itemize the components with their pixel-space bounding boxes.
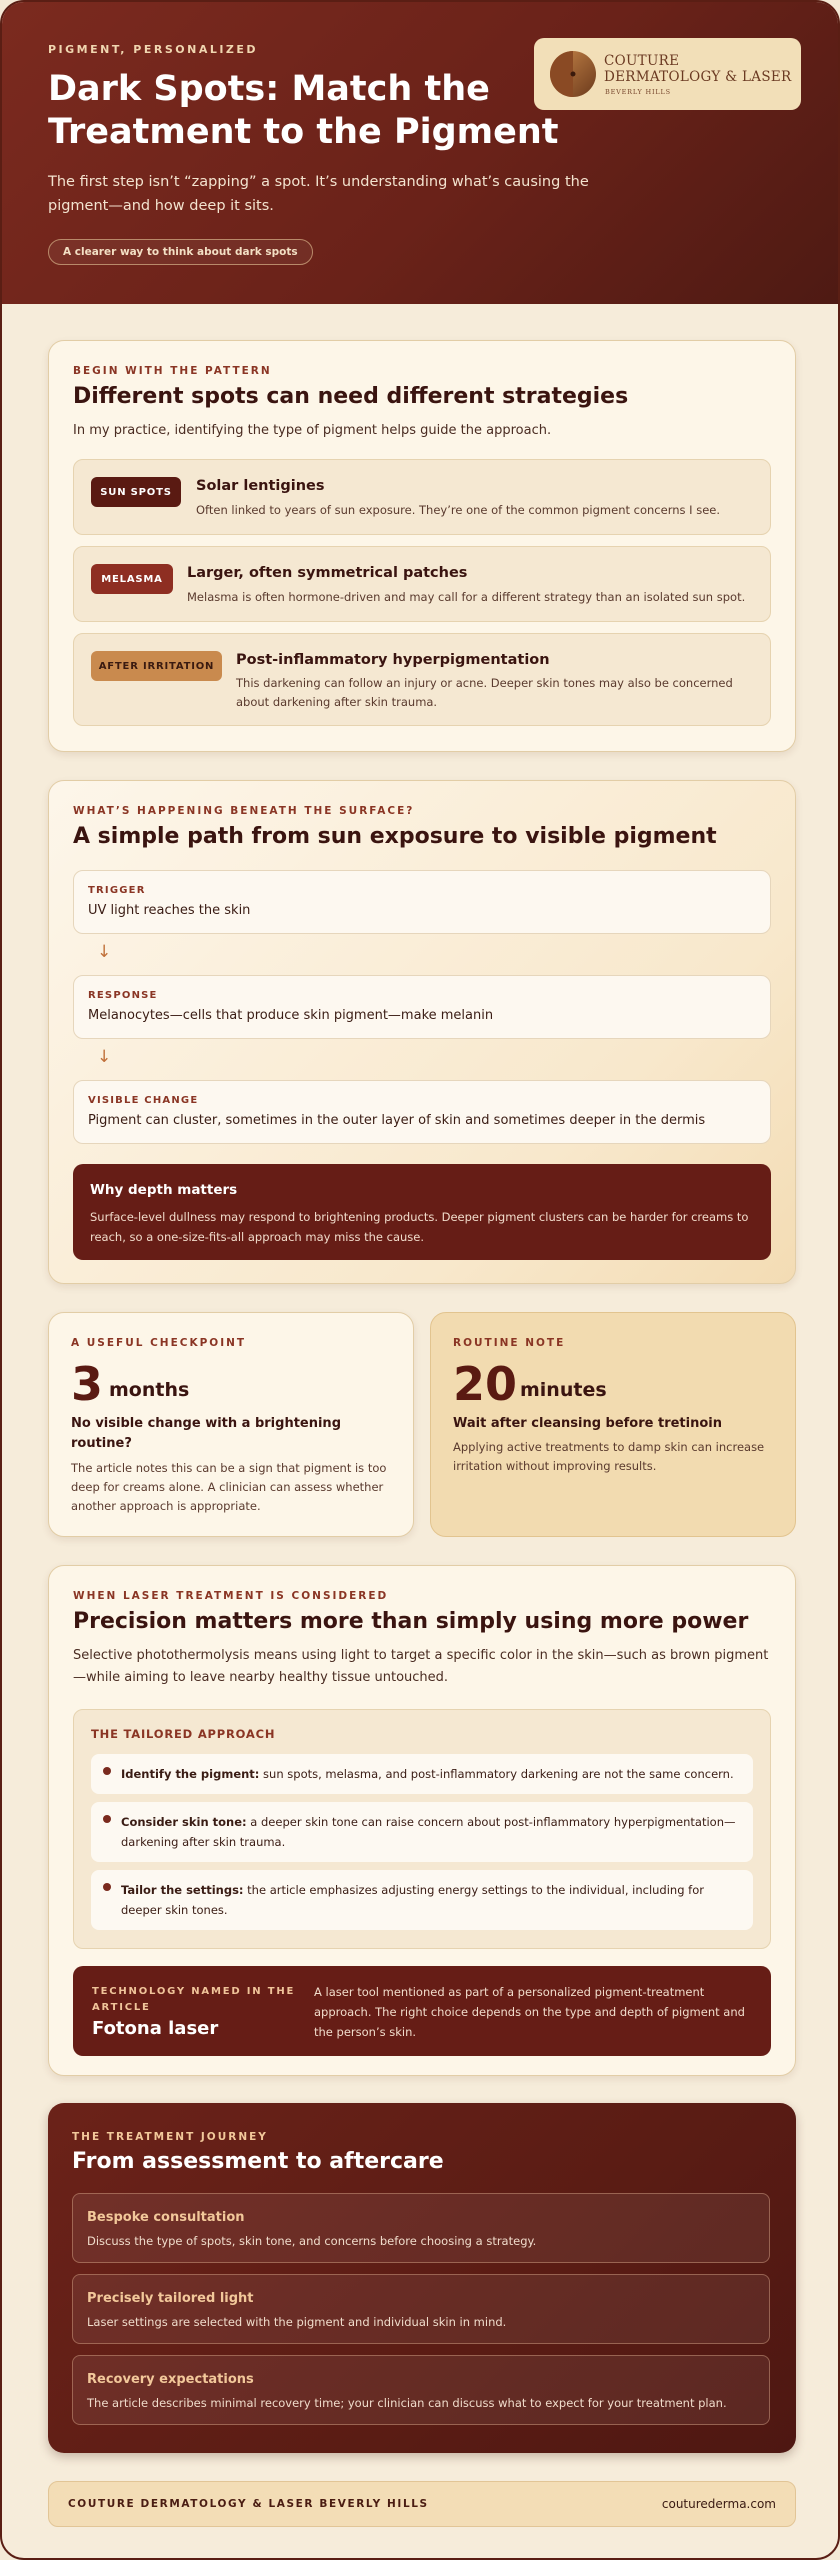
- pattern-row-title: Post-inflammatory hyperpigmentation: [236, 652, 550, 668]
- pattern-row-desc: Often linked to years of sun exposure. They’re one of the common pigment concerns I see.: [196, 503, 721, 517]
- laser-card: [48, 1565, 796, 2076]
- routine-heading: Wait after cleansing before tretinoin: [453, 1416, 723, 1431]
- pattern-row-sun-spots: [73, 459, 771, 535]
- pattern-tag: SUN SPOTS: [91, 477, 181, 507]
- technology-callout: [73, 1966, 771, 2056]
- logo-mark-icon: [548, 48, 598, 100]
- logo-text-line1: COUTURE: [604, 53, 680, 69]
- step-label: VISIBLE CHANGE: [88, 1095, 199, 1106]
- clinic-logo: [534, 38, 801, 110]
- page-title: Dark Spots: Match the Treatment to the Pigment: [48, 69, 559, 152]
- pattern-row-desc: This darkening can follow an injury or acne. Deeper skin tones may also be concerned about darkening after skin trauma.: [236, 676, 733, 709]
- approach-item: [91, 1802, 753, 1862]
- checkpoint-body: The article notes this can be a sign that pigment is too deep for creams alone. A clinician can assess whether another approach is appropriate.: [71, 1461, 387, 1513]
- hero-pill: A clearer way to think about dark spots: [48, 239, 313, 265]
- approach-item-text: a deeper skin tone can raise concern about post-inflammatory hyperpigmentation—darkening after skin trauma.: [121, 1815, 736, 1849]
- pattern-row-after-irritation: [73, 633, 771, 726]
- step-text: Melanocytes—cells that produce skin pigment—make melanin: [88, 1008, 494, 1023]
- approach-title: THE TAILORED APPROACH: [91, 1727, 276, 1741]
- approach-item-text: sun spots, melasma, and post-inflammatory darkening are not the same concern.: [259, 1767, 734, 1781]
- journey-step-title: Precisely tailored light: [87, 2291, 254, 2306]
- path-title: A simple path from sun exposure to visible pigment: [73, 824, 717, 849]
- bullet-dot-icon: [103, 1767, 111, 1775]
- path-step-response: [73, 975, 771, 1039]
- routine-body: Applying active treatments to damp skin can increase irritation without improving results.: [453, 1440, 765, 1473]
- tech-description: A laser tool mentioned as part of a personalized pigment-treatment approach. The right choice depends on the type and depth of pigment and the person’s skin.: [314, 1985, 745, 2039]
- down-arrow-icon: ↓: [97, 1047, 112, 1067]
- laser-title: Precision matters more than simply using more power: [73, 1609, 749, 1634]
- depth-callout: [73, 1164, 771, 1260]
- footer: [48, 2481, 796, 2527]
- routine-unit: minutes: [520, 1379, 607, 1401]
- journey-step-title: Bespoke consultation: [87, 2210, 245, 2225]
- pattern-title: Different spots can need different strategies: [73, 384, 629, 409]
- step-text: UV light reaches the skin: [88, 903, 251, 918]
- path-eyebrow: WHAT’S HAPPENING BENEATH THE SURFACE?: [73, 805, 415, 817]
- journey-step: [72, 2274, 770, 2344]
- journey-step-desc: The article describes minimal recovery time; your clinician can discuss what to expect for your treatment plan.: [87, 2396, 727, 2410]
- step-text: Pigment can cluster, sometimes in the outer layer of skin and sometimes deeper in the dermis: [88, 1113, 706, 1128]
- journey-step-title: Recovery expectations: [87, 2372, 254, 2387]
- treatment-journey-card: [48, 2103, 796, 2453]
- depth-text: Surface-level dullness may respond to brightening products. Deeper pigment clusters can be harder for creams to reach, so a one-size-fits-all approach may miss the cause.: [90, 1210, 749, 1244]
- path-step-trigger: [73, 870, 771, 934]
- routine-eyebrow: ROUTINE NOTE: [453, 1337, 566, 1349]
- footer-url-link[interactable]: couturederma.com: [661, 2497, 776, 2511]
- journey-step-desc: Laser settings are selected with the pigment and individual skin in mind.: [87, 2315, 507, 2329]
- pattern-row-title: Solar lentigines: [196, 478, 325, 494]
- checkpoint-unit: months: [109, 1379, 190, 1401]
- step-label: RESPONSE: [88, 990, 158, 1001]
- checkpoint-heading: No visible change with a brightening routine?: [71, 1416, 341, 1451]
- pattern-row-title: Larger, often symmetrical patches: [187, 565, 468, 581]
- pattern-eyebrow: BEGIN WITH THE PATTERN: [73, 365, 272, 377]
- journey-eyebrow: THE TREATMENT JOURNEY: [72, 2131, 268, 2143]
- pattern-tag: MELASMA: [91, 564, 173, 594]
- checkpoint-card: [48, 1312, 414, 1537]
- checkpoint-number: 3: [71, 1357, 104, 1411]
- hero-description: The first step isn’t “zapping” a spot. It’s understanding what’s causing the pigment—and how deep it sits.: [48, 174, 589, 214]
- tailored-approach-panel: [73, 1709, 771, 1949]
- footer-brand: COUTURE DERMATOLOGY & LASER BEVERLY HILLS: [68, 2498, 429, 2510]
- laser-description: Selective photothermolysis means using light to target a specific color in the skin—such as brown pigment—while aiming to leave nearby healthy tissue untouched.: [73, 1648, 769, 1685]
- bullet-dot-icon: [103, 1815, 111, 1823]
- journey-step: [72, 2355, 770, 2425]
- routine-number: 20: [453, 1357, 518, 1411]
- pattern-row-desc: Melasma is often hormone-driven and may call for a different strategy than an isolated sun spot.: [187, 590, 746, 604]
- depth-title: Why depth matters: [90, 1182, 238, 1198]
- journey-step: [72, 2193, 770, 2263]
- approach-item: [91, 1754, 753, 1794]
- pattern-row-melasma: [73, 546, 771, 622]
- pigment-path-card: [48, 780, 796, 1284]
- down-arrow-icon: ↓: [97, 942, 112, 962]
- logo-text-line2: DERMATOLOGY & LASER: [604, 69, 792, 85]
- step-label: TRIGGER: [88, 885, 146, 896]
- journey-title: From assessment to aftercare: [72, 2149, 444, 2174]
- routine-note-card: [430, 1312, 796, 1537]
- approach-item-label: Consider skin tone:: [121, 1815, 247, 1829]
- bullet-dot-icon: [103, 1883, 111, 1891]
- logo-text-line3: BEVERLY HILLS: [605, 88, 671, 96]
- approach-item-label: Tailor the settings:: [121, 1883, 244, 1897]
- hero-banner: [2, 2, 840, 304]
- pattern-card: [48, 340, 796, 752]
- checkpoint-eyebrow: A USEFUL CHECKPOINT: [71, 1337, 247, 1349]
- approach-item-label: Identify the pigment:: [121, 1767, 260, 1781]
- pattern-description: In my practice, identifying the type of pigment helps guide the approach.: [73, 423, 552, 438]
- journey-step-desc: Discuss the type of spots, skin tone, and concerns before choosing a strategy.: [87, 2234, 537, 2248]
- laser-eyebrow: WHEN LASER TREATMENT IS CONSIDERED: [73, 1590, 389, 1602]
- approach-item: [91, 1870, 753, 1930]
- pattern-tag: AFTER IRRITATION: [91, 651, 222, 681]
- tech-name: Fotona laser: [92, 2018, 219, 2039]
- tech-label: TECHNOLOGY NAMED IN THE ARTICLE: [92, 1986, 296, 2013]
- approach-item-text: the article emphasizes adjusting energy settings to the individual, including for deeper skin tones.: [121, 1883, 704, 1917]
- path-step-visible-change: [73, 1080, 771, 1144]
- hero-eyebrow: PIGMENT, PERSONALIZED: [48, 43, 259, 56]
